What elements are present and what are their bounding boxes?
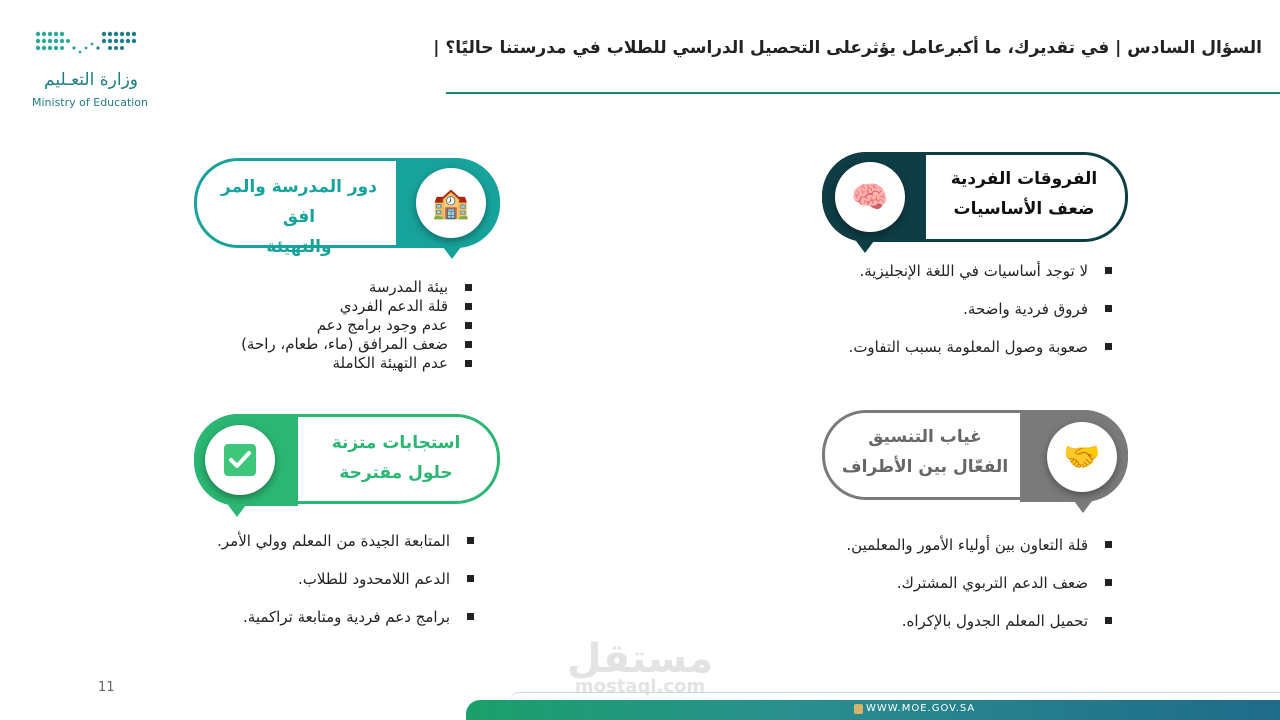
page-title: السؤال السادس | في تقديرك، ما أكبرعامل يؤثرعلى التحصيل الدراسي للطلاب في مدرستنا حاليًا؟ | [433, 38, 1262, 58]
logo-arabic-text: وزارة التعـليم [44, 70, 138, 90]
list-item: فروق فردية واضحة. [849, 298, 1114, 336]
page-number: 11 [98, 680, 115, 695]
list-item: ضعف الدعم التربوي المشترك. [846, 572, 1114, 610]
list-item: قلة التعاون بين أولياء الأمور والمعلمين. [846, 534, 1114, 572]
card-title [934, 164, 1114, 224]
list-item: عدم وجود برامج دعم [241, 316, 474, 335]
list-item: ضعف المرافق (ماء، طعام، راحة) [241, 335, 474, 354]
school-role-list [241, 278, 474, 373]
card-title-line2: الفعّال بين الأطراف [841, 457, 1009, 477]
card-title-line1: استجابات متزنة [331, 433, 461, 453]
list-item: تحميل المعلم الجدول بالإكراه. [846, 610, 1114, 648]
emblem-icon [854, 704, 863, 714]
card-title [832, 422, 1018, 482]
logo-dots-icon [32, 28, 144, 58]
card-individual-differences [822, 152, 1130, 256]
card-title-line1: دور المدرسة والمر افق [221, 177, 377, 227]
card-coordination [822, 410, 1130, 514]
list-item: الدعم اللامحدود للطلاب. [217, 568, 476, 606]
card-title-line2: ضعف الأساسيات [953, 199, 1095, 219]
card-title-line2: والتهيئة [266, 237, 332, 257]
watermark-arabic: مستقل [566, 636, 714, 682]
check-icon [205, 425, 275, 495]
logo-english-text: Ministry of Education [32, 96, 149, 109]
list-item: عدم التهيئة الكاملة [241, 354, 474, 373]
card-pointer [856, 241, 874, 253]
check-icon-svg [223, 443, 257, 477]
card-title-line1: الفروقات الفردية [950, 169, 1098, 189]
card-title [206, 172, 392, 262]
card-school-role [194, 158, 502, 262]
ministry-logo [28, 24, 148, 114]
list-item: برامج دعم فردية ومتابعة تراكمية. [217, 606, 476, 644]
solutions-list [217, 530, 476, 644]
individual-differences-list [849, 260, 1114, 374]
list-item: صعوبة وصول المعلومة بسبب التفاوت. [849, 336, 1114, 374]
list-item: المتابعة الجيدة من المعلم وولي الأمر. [217, 530, 476, 568]
brain-icon: 🧠 [835, 162, 905, 232]
school-icon: 🏫 [416, 168, 486, 238]
card-pointer [228, 505, 246, 517]
watermark-english: mostaql.com [574, 676, 706, 697]
card-pointer [1074, 501, 1092, 513]
watermark [560, 636, 720, 697]
card-solutions [194, 414, 502, 518]
footer-url: WWW.MOE.GOV.SA [866, 703, 976, 714]
coordination-list [846, 534, 1114, 648]
card-title [306, 428, 486, 488]
list-item: بيئة المدرسة [241, 278, 474, 297]
title-divider [446, 92, 1280, 94]
card-title-line1: غياب التنسيق [868, 427, 982, 447]
list-item: لا توجد أساسيات في اللغة الإنجليزية. [849, 260, 1114, 298]
card-title-line2: حلول مقترحة [339, 463, 453, 483]
card-pointer [443, 247, 461, 259]
list-item: قلة الدعم الفردي [241, 297, 474, 316]
handshake-icon: 🤝 [1047, 422, 1117, 492]
